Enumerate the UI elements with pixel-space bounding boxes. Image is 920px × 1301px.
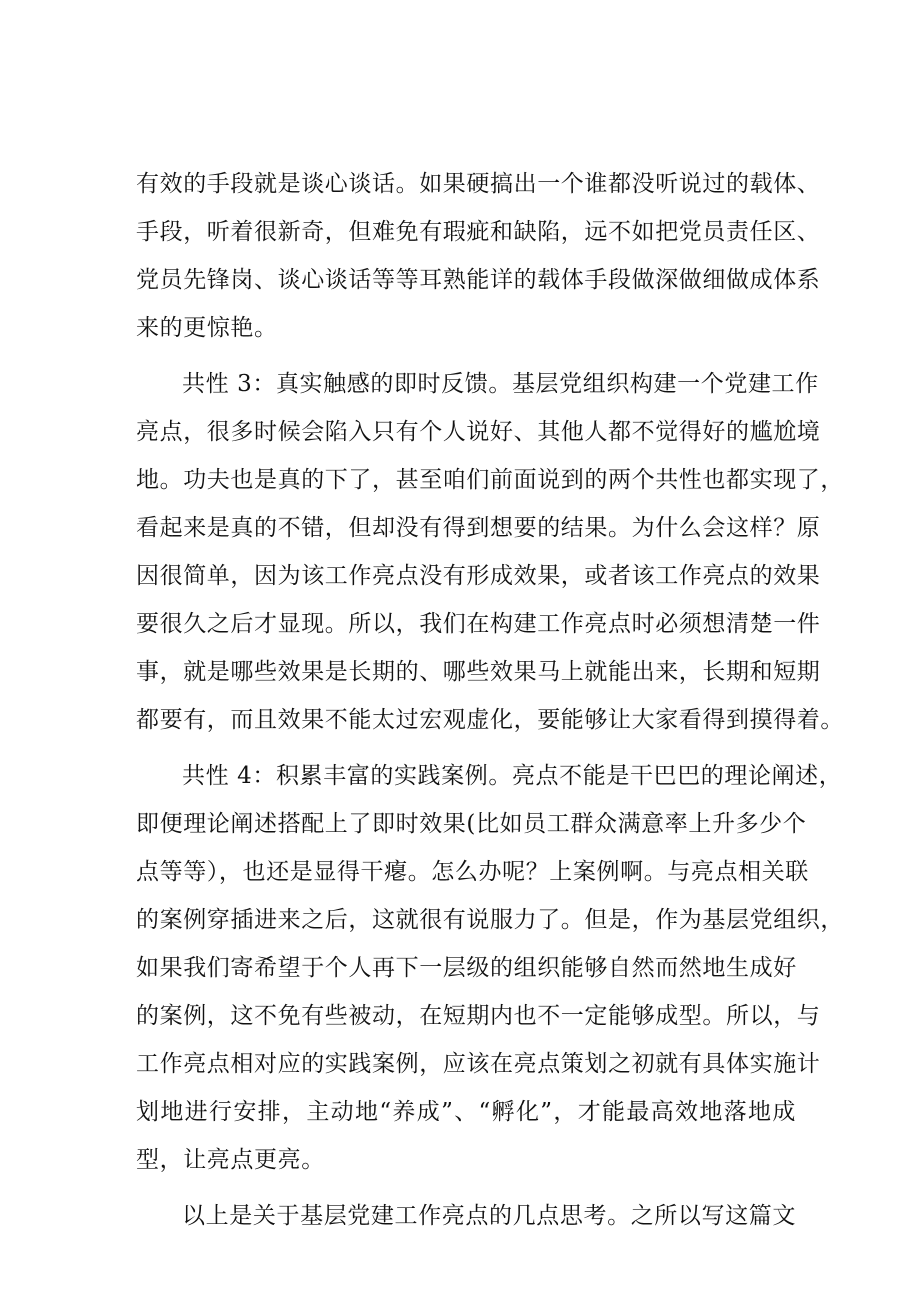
text-line: 即便理论阐述搭配上了即时效果(比如员工群众满意率上升多少个 xyxy=(136,811,807,837)
paragraph xyxy=(136,160,821,352)
text-line: 手段，听着很新奇，但难免有瑕疵和缺陷，远不如把党员责任区、 xyxy=(136,219,821,245)
paragraph xyxy=(136,752,844,1184)
text-line: 工作亮点相对应的实践案例，应该在亮点策划之初就有具体实施计 xyxy=(136,1051,821,1077)
text-line: 要很久之后才显现。所以，我们在构建工作亮点时必须想清楚一件 xyxy=(136,611,821,637)
body-text xyxy=(136,160,844,1240)
text-line: 共性 4：积累丰富的实践案例。亮点不能是干巴巴的理论阐述， xyxy=(182,763,843,789)
text-line: 党员先锋岗、谈心谈话等等耳熟能详的载体手段做深做细做成体系 xyxy=(136,267,821,293)
text-line: 的案例穿插进来之后，这就很有说服力了。但是，作为基层党组织， xyxy=(136,907,844,933)
text-line: 亮点，很多时候会陷入只有个人说好、其他人都不觉得好的尴尬境 xyxy=(136,419,821,445)
text-line: 点等等），也还是显得干瘪。怎么办呢？上案例啊。与亮点相关联 xyxy=(136,859,809,885)
text-line: 因很简单，因为该工作亮点没有形成效果，或者该工作亮点的效果 xyxy=(136,563,821,589)
text-line: 地。功夫也是真的下了，甚至咱们前面说到的两个共性也都实现了， xyxy=(136,467,844,493)
text-line: 事，就是哪些效果是长期的、哪些效果马上就能出来，长期和短期 xyxy=(136,659,821,685)
text-line: 的案例，这不免有些被动，在短期内也不一定能够成型。所以，与 xyxy=(136,1003,821,1029)
paragraph xyxy=(136,1192,796,1240)
paragraph xyxy=(136,360,844,744)
text-line: 看起来是真的不错，但却没有得到想要的结果。为什么会这样？原 xyxy=(136,515,821,541)
text-line: 如果我们寄希望于个人再下一层级的组织能够自然而然地生成好 xyxy=(136,955,797,981)
text-line: 来的更惊艳。 xyxy=(136,315,278,341)
text-line: 都要有，而且效果不能太过宏观虚化，要能够让大家看得到摸得着。 xyxy=(136,707,844,733)
text-line: 型，让亮点更亮。 xyxy=(136,1147,325,1173)
text-line: 以上是关于基层党建工作亮点的几点思考。之所以写这篇文 xyxy=(182,1203,796,1229)
text-line: 划地进行安排，主动地“养成”、“孵化”，才能最高效地落地成 xyxy=(136,1099,796,1125)
text-line: 有效的手段就是谈心谈话。如果硬搞出一个谁都没听说过的载体、 xyxy=(136,171,821,197)
text-line: 共性 3：真实触感的即时反馈。基层党组织构建一个党建工作 xyxy=(182,371,819,397)
